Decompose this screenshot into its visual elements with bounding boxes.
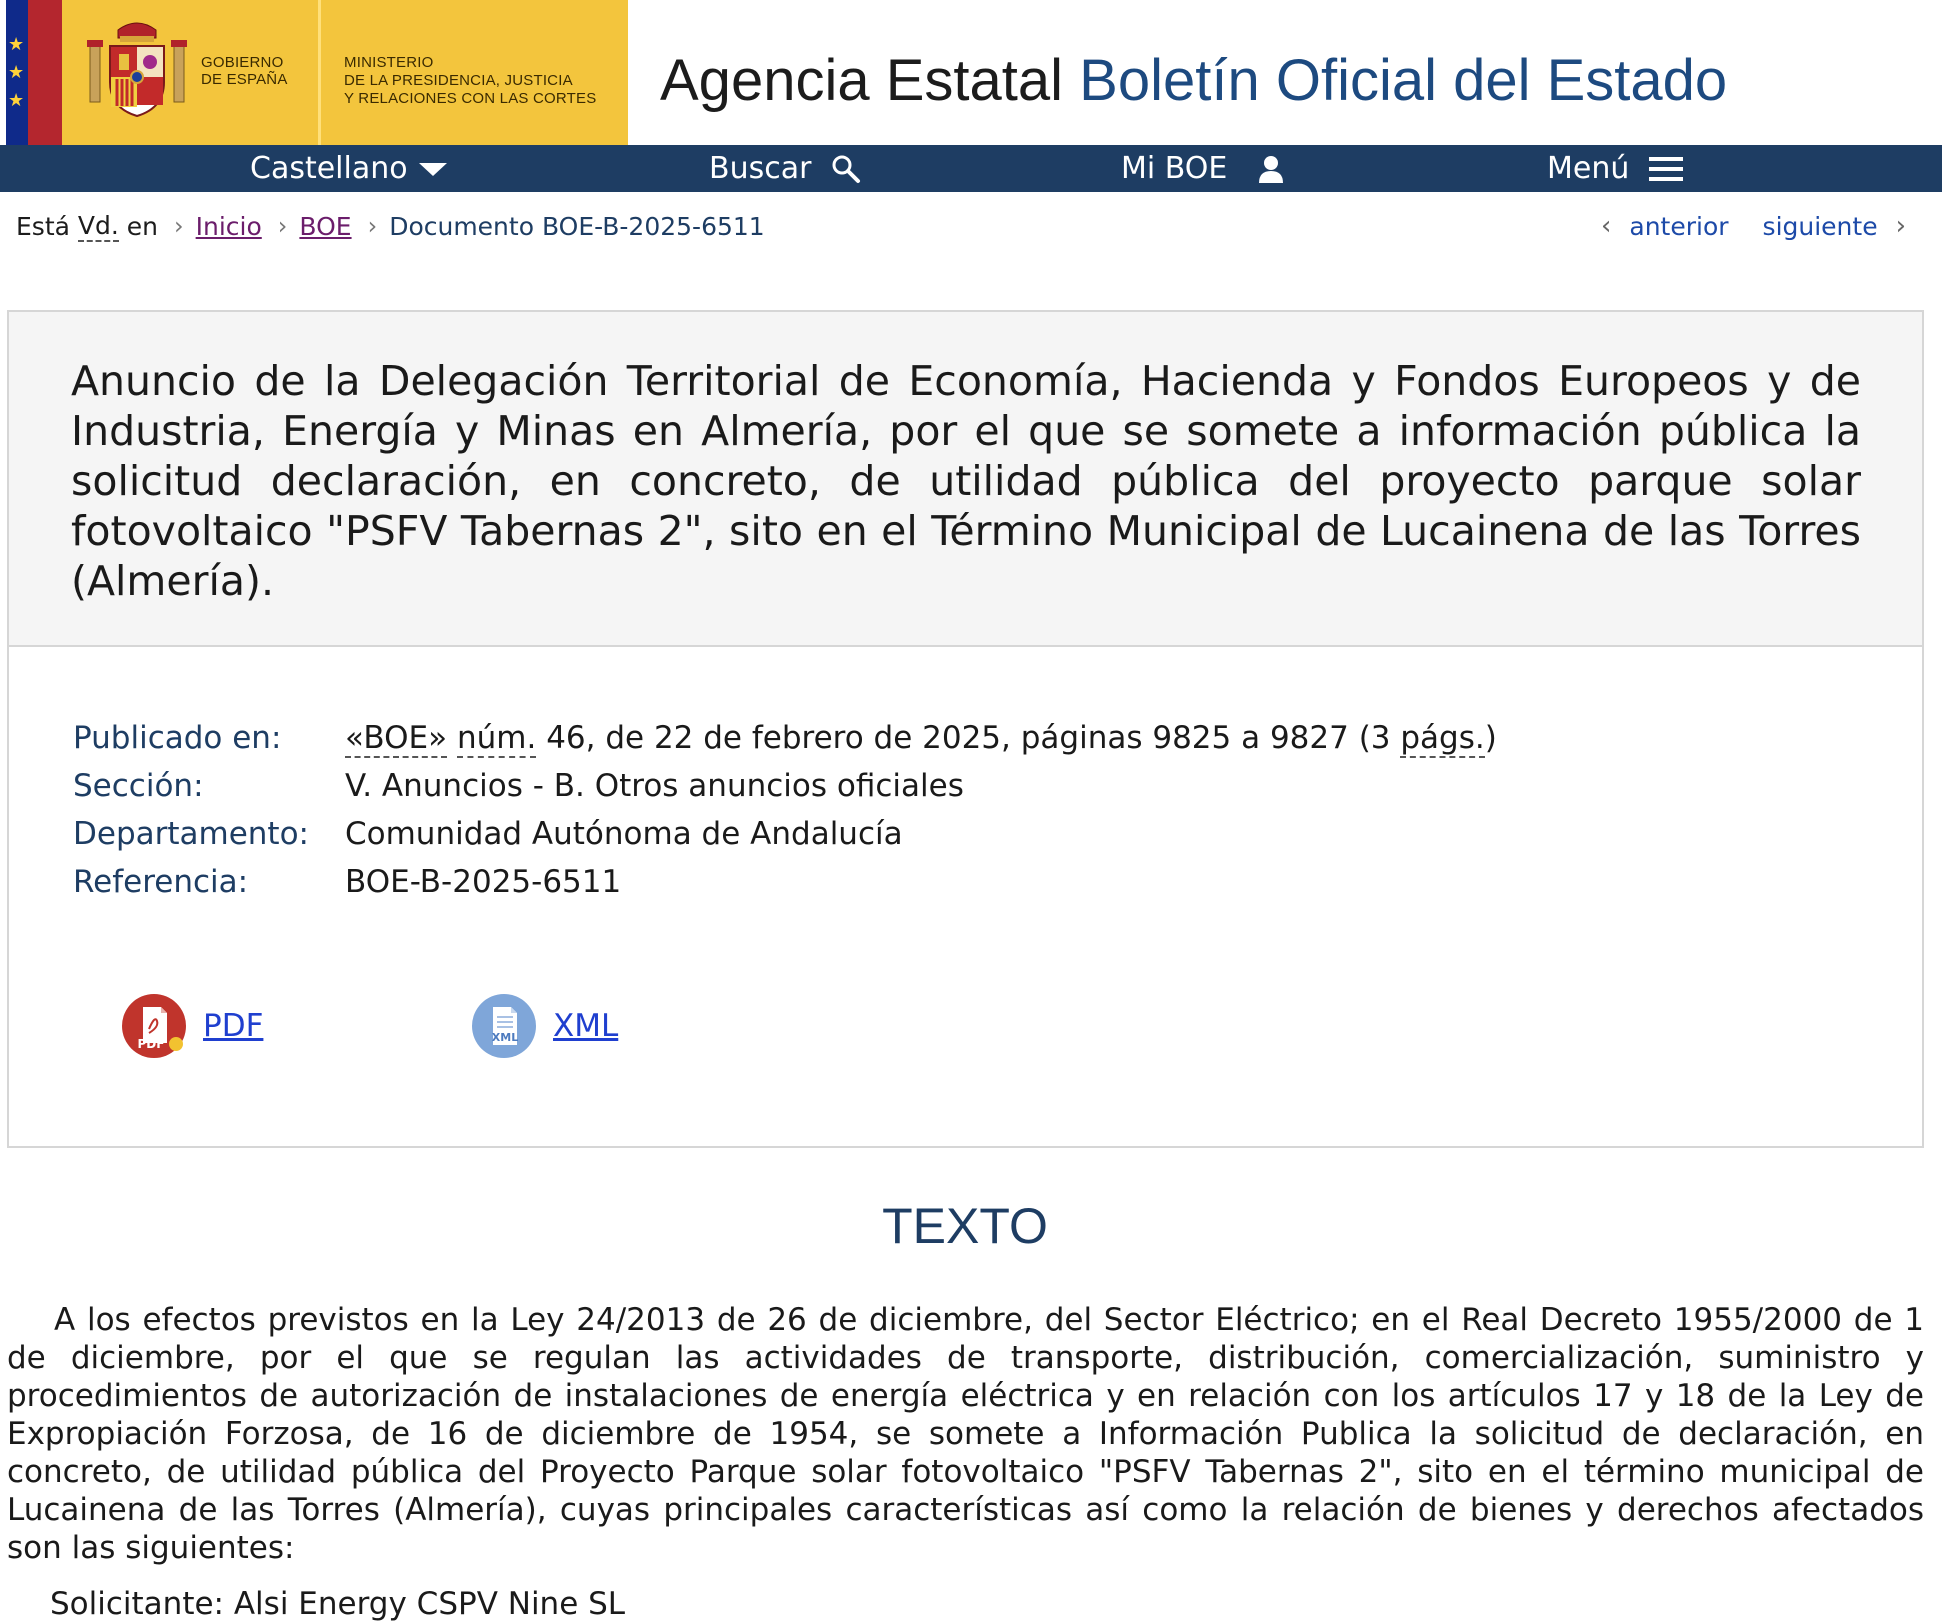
document-title-area — [9, 312, 1922, 647]
breadcrumb-current: Documento BOE-B-2025-6511 — [389, 211, 765, 241]
xml-download — [471, 992, 618, 1060]
texto-heading: TEXTO — [882, 1198, 1048, 1254]
previous-document-link[interactable]: anterior — [1629, 211, 1729, 241]
language-selector[interactable] — [250, 145, 448, 192]
pdf-file-icon[interactable] — [121, 993, 187, 1059]
xml-file-icon[interactable] — [471, 993, 537, 1059]
user-icon — [1257, 154, 1285, 184]
breadcrumb — [16, 206, 765, 246]
document-metadata — [73, 714, 1497, 906]
document-title: Anuncio de la Delegación Territorial de Economía, Hacienda y Fondos Europeos y de Industria, Energía y Minas en Almería, por el que se somete a información pública la solicitud declaración, en concreto, de utilidad pública del proyecto parque solar fotovoltaico "PSFV Tabernas 2", sito en el Término Municipal de Lucainena de las Torres (Almería). — [71, 357, 1861, 605]
published-num-abbr: núm. — [456, 720, 537, 756]
pdf-download — [121, 992, 263, 1060]
agency-title-link[interactable] — [660, 46, 1727, 116]
my-boe-button[interactable] — [1121, 145, 1285, 192]
document-summary-box — [7, 310, 1924, 1148]
ministry-label — [344, 54, 596, 108]
government-line-1: GOBIERNO — [201, 54, 284, 71]
search-label: Buscar — [709, 151, 812, 186]
ministry-line-2: DE LA PRESIDENCIA, JUSTICIA — [344, 72, 573, 89]
logo-divider — [318, 0, 321, 145]
published-value — [345, 714, 1497, 762]
spain-flag-strip — [28, 0, 62, 145]
coat-of-arms-icon — [84, 16, 190, 122]
menu-button[interactable] — [1547, 145, 1683, 192]
xml-icon-text: XML — [491, 1031, 519, 1044]
search-icon — [831, 154, 861, 184]
department-value: Comunidad Autónoma de Andalucía — [345, 816, 903, 852]
breadcrumb-prefix-1: Está — [16, 211, 70, 241]
eu-star-icon: ★ — [8, 90, 25, 111]
published-details: 46, de 22 de febrero de 2025, páginas 9825 a 9827 (3 — [546, 720, 1391, 756]
section-label: Sección: — [73, 768, 204, 804]
government-label — [201, 54, 288, 88]
chevron-right-icon: › — [367, 212, 378, 240]
eu-flag-strip — [6, 0, 28, 145]
hamburger-icon — [1649, 156, 1683, 182]
meta-row-reference — [73, 858, 1497, 906]
texto-paragraph: A los efectos previstos en la Ley 24/2013 de 26 de diciembre, del Sector Eléctrico; en el Real Decreto 1955/2000 de 1 de diciembre, por el que se regulan las actividades de transporte, distribución, comercialización, suministro y procedimientos de autorización de instalaciones de energía eléctrica y en relación con los artículos 17 y 18 de la Ley de Expropiación Forzosa, de 16 de diciembre de 1954, se somete a Información Publica la solicitud de declaración, en concreto, de utilidad pública del Proyecto Parque solar fotovoltaico "PSFV Tabernas 2", sito en el término municipal de Lucainena de las Torres (Almería), cuyas principales características así como la relación de bienes y derechos afectados son las siguientes: — [7, 1302, 1924, 1566]
agency-title-part2: Boletín Oficial del Estado — [1079, 48, 1728, 113]
published-boe-abbr: «BOE» — [345, 720, 448, 756]
texto-next-line: Solicitante: Alsi Energy CSPV Nine SL — [50, 1586, 626, 1622]
language-label: Castellano — [250, 151, 408, 186]
chevron-right-icon: › — [174, 212, 184, 240]
xml-download-link[interactable]: XML — [553, 1008, 619, 1044]
search-button[interactable] — [709, 145, 861, 192]
breadcrumb-prefix-2: en — [126, 211, 159, 241]
ministry-line-3: Y RELACIONES CON LAS CORTES — [344, 90, 597, 107]
published-pags-abbr: págs. — [1400, 720, 1485, 756]
breadcrumb-prefix-abbr: Vd. — [77, 210, 119, 240]
meta-row-published — [73, 714, 1497, 762]
my-boe-label: Mi BOE — [1121, 151, 1228, 186]
meta-row-section — [73, 762, 1497, 810]
government-line-2: DE ESPAÑA — [201, 71, 288, 88]
government-logo-block[interactable] — [62, 0, 628, 145]
document-pager — [1601, 206, 1906, 246]
chevron-left-icon: ‹ — [1600, 211, 1612, 241]
site-header — [0, 0, 1942, 145]
breadcrumb-home-link[interactable]: Inicio — [195, 211, 262, 241]
caret-down-icon — [418, 161, 448, 177]
reference-value: BOE-B-2025-6511 — [345, 864, 622, 900]
meta-row-department — [73, 810, 1497, 858]
department-label: Departamento: — [73, 816, 309, 852]
ministry-line-1: MINISTERIO — [344, 54, 434, 71]
pdf-download-link[interactable]: PDF — [203, 1008, 264, 1044]
eu-star-icon: ★ — [8, 34, 25, 55]
breadcrumb-boe-link[interactable]: BOE — [299, 211, 352, 241]
chevron-right-icon: › — [1895, 211, 1906, 241]
reference-label: Referencia: — [73, 864, 249, 900]
pdf-icon-text: PDF — [137, 1037, 165, 1051]
main-navigation — [0, 145, 1942, 192]
agency-title-part1: Agencia Estatal — [660, 48, 1064, 113]
next-document-link[interactable]: siguiente — [1762, 211, 1878, 241]
published-label: Publicado en: — [73, 720, 282, 756]
menu-label: Menú — [1547, 151, 1630, 186]
section-value: V. Anuncios - B. Otros anuncios oficiales — [345, 768, 964, 804]
published-close: ) — [1484, 720, 1497, 756]
eu-star-icon: ★ — [8, 62, 25, 83]
chevron-right-icon: › — [277, 212, 288, 240]
